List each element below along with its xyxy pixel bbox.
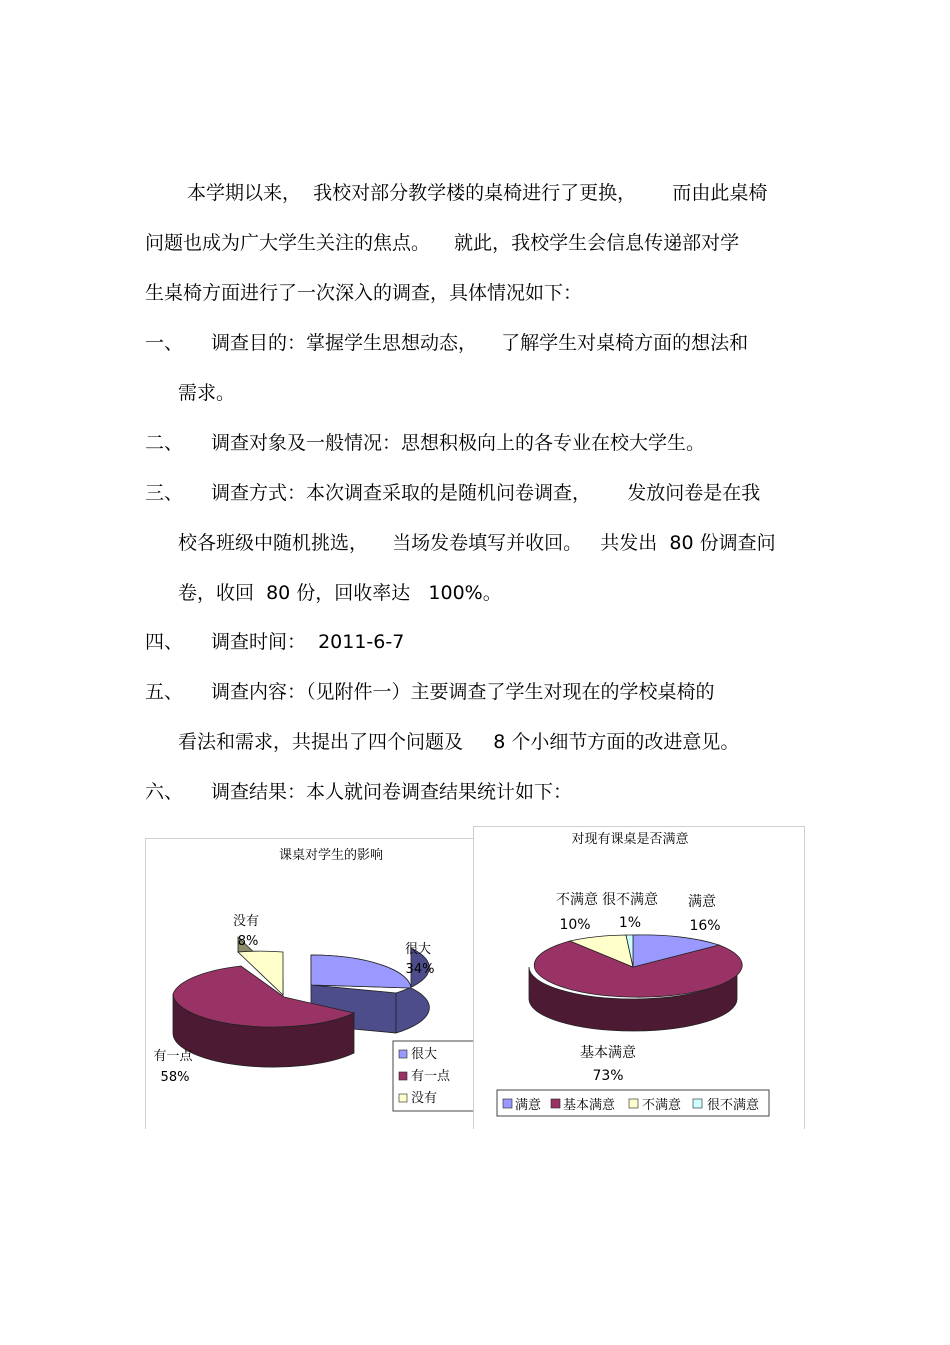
pie-chart-impact (145, 838, 476, 1129)
pie-chart-impact-svg (146, 839, 476, 1129)
chart-legend (497, 1090, 769, 1116)
intro-line: 生桌椅方面进行了一次深入的调查，具体情况如下： (145, 282, 583, 304)
pie-chart-satisfaction (473, 826, 805, 1129)
legend-item: 不满意 (642, 1098, 682, 1113)
data-label-value: 34% (405, 962, 435, 977)
legend-swatch (399, 1094, 407, 1102)
data-label-value: 10% (559, 917, 591, 933)
legend-item: 基本满意 (563, 1098, 616, 1113)
legend-item: 满意 (515, 1098, 542, 1113)
section-text: 调查时间： 2011-6-7 (211, 631, 405, 653)
chart-title: 对现有课桌是否满意 (571, 832, 689, 847)
section-text: 需求。 (178, 382, 236, 404)
legend-item: 没有 (411, 1091, 438, 1106)
data-label-category: 基本满意 (580, 1045, 636, 1061)
legend-item: 很大 (411, 1047, 438, 1062)
section-number: 一、 (145, 332, 184, 354)
data-label-value: 73% (592, 1068, 624, 1084)
pie-chart-satisfaction-svg (474, 827, 804, 1129)
legend-swatch (551, 1099, 560, 1108)
section-text: 调查目的：掌握学生思想动态， 了解学生对桌椅方面的想法和 (211, 332, 749, 354)
data-label-category: 很大 (404, 942, 432, 957)
section-text: 校各班级中随机挑选， 当场发卷填写并收回。 共发出 80 份调查问 (178, 532, 776, 554)
data-label-value: 58% (160, 1070, 190, 1085)
section-number: 三、 (145, 482, 184, 504)
section-number: 二、 (145, 432, 184, 454)
section-text: 调查结果：本人就问卷调查结果统计如下： (211, 781, 573, 803)
section-number: 四、 (145, 631, 184, 653)
data-label-category: 有一点 (153, 1049, 193, 1064)
legend-swatch (693, 1099, 702, 1108)
section-text: 调查方式：本次调查采取的是随机问卷调查， 发放问卷是在我 (211, 482, 761, 504)
section-text: 看法和需求，共提出了四个问题及 8 个小细节方面的改进意见。 (178, 731, 740, 753)
data-label-category: 没有 (232, 914, 260, 929)
intro-line: 本学期以来， 我校对部分教学楼的桌椅进行了更换， 而由此桌椅 (187, 182, 768, 204)
data-label-category: 不满意 (556, 892, 598, 908)
legend-swatch (399, 1072, 407, 1080)
section-number: 六、 (145, 781, 184, 803)
legend-item: 有一点 (411, 1069, 451, 1084)
legend-swatch (629, 1099, 638, 1108)
intro-line: 问题也成为广大学生关注的焦点。 就此，我校学生会信息传递部对学 (145, 232, 740, 254)
section-text: 调查对象及一般情况：思想积极向上的各专业在校大学生。 (211, 432, 706, 454)
data-label-category: 很不满意 (602, 892, 658, 908)
legend-item: 很不满意 (707, 1098, 760, 1113)
data-label-value: 8% (237, 934, 259, 949)
section-number: 五、 (145, 681, 184, 703)
legend-swatch (503, 1099, 512, 1108)
data-label-category: 满意 (688, 894, 716, 910)
section-text: 卷，收回 80 份，回收率达 100%。 (178, 582, 502, 604)
legend-swatch (399, 1050, 407, 1058)
data-label-value: 16% (689, 918, 721, 934)
chart-title: 课桌对学生的影响 (278, 848, 384, 863)
data-label-value: 1% (618, 915, 642, 931)
section-text: 调查内容：（见附件一）主要调查了学生对现在的学校桌椅的 (211, 681, 715, 703)
chart-legend (393, 1041, 476, 1111)
